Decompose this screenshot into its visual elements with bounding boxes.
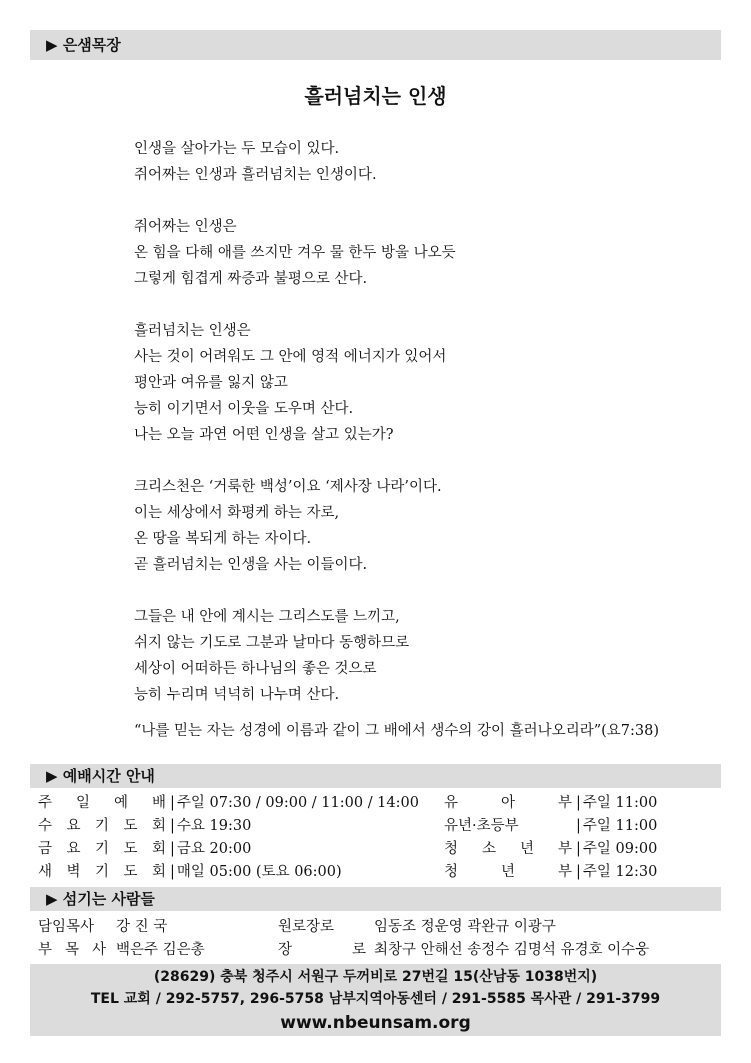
staff-role: 담임목사 (38, 919, 95, 935)
poem-line: 곧 흘러넘치는 인생을 사는 이들이다. (134, 557, 368, 573)
schedule-time: | 주일 12:30 (576, 864, 658, 880)
scripture-quote: “나를 믿는 자는 성경에 이름과 같이 그 배에서 생수의 강이 흘러나오리라”(요7:38) (134, 723, 659, 739)
schedule-label: 금 요 기 도 회 (38, 841, 166, 857)
schedule-time: | 주일 07:30 / 09:00 / 11:00 / 14:00 (170, 795, 419, 811)
poem-line: 그들은 내 안에 계시는 그리스도를 느끼고, (134, 609, 400, 625)
page-title: 흘러넘치는 인생 (304, 84, 447, 108)
staff-role: 부 목 사 (38, 942, 106, 958)
schedule-time: | 주일 09:00 (576, 841, 658, 857)
schedule-label: 청 소 년 부 (444, 841, 572, 857)
schedule-label: 수 요 기 도 회 (38, 818, 166, 834)
schedule-time: | 금요 20:00 (170, 841, 252, 857)
section-label: ▶ 섬기는 사람들 (46, 890, 155, 908)
church-phones: TEL 교회 / 292-5757, 296-5758 남부지역아동센터 / 291-5585 목사관 / 291-3799 (90, 991, 661, 1007)
section-label: ▶ 은샘목장 (46, 36, 121, 54)
poem-line: 사는 것이 어려워도 그 안에 영적 에너지가 있어서 (134, 349, 447, 365)
poem-line: 온 땅을 복되게 하는 자이다. (134, 531, 312, 547)
schedule-label: 청 년 부 (444, 864, 572, 880)
staff-role: 원로장로 (278, 919, 335, 935)
poem-line: 그렇게 힘겹게 짜증과 불평으로 산다. (134, 271, 368, 287)
schedule-time: | 수요 19:30 (170, 818, 252, 834)
staff-names: 임동조 정운영 곽완규 이광구 (374, 919, 556, 935)
staff-names: 강 진 국 (116, 919, 168, 935)
church-address: (28629) 충북 청주시 서원구 두꺼비로 27번길 15(산남동 1038번지) (153, 969, 598, 985)
poem-body (134, 136, 456, 708)
poem-line: 이는 세상에서 화평케 하는 자로, (134, 505, 340, 521)
poem-line: 세상이 어떠하든 하나님의 좋은 것으로 (134, 661, 377, 677)
poem-line: 나는 오늘 과연 어떤 인생을 살고 있는가? (134, 427, 394, 443)
poem-line: 쥐어짜는 인생은 (134, 219, 237, 235)
schedule-time: | 주일 11:00 (576, 795, 658, 811)
staff-names: 최창구 안해선 송정수 김명석 유경호 이수웅 (374, 942, 650, 958)
church-website-link[interactable]: www.nbeunsam.org (280, 1013, 471, 1033)
church-footer (30, 964, 721, 1036)
staff-names: 백은주 김은총 (116, 942, 205, 958)
schedule-time: | 주일 11:00 (576, 818, 658, 834)
poem-line: 쥐어짜는 인생과 흘러넘치는 인생이다. (134, 167, 377, 183)
poem-line: 흘러넘치는 인생은 (134, 323, 251, 339)
poem-line: 크리스천은 ‘거룩한 백성’이요 ‘제사장 나라’이다. (134, 479, 442, 495)
staff-role: 장 로 (278, 942, 366, 958)
poem-line: 쉬지 않는 기도로 그분과 날마다 동행하므로 (134, 635, 410, 651)
section-header-eunsam (30, 30, 721, 60)
section-label: ▶ 예배시간 안내 (46, 767, 155, 785)
section-header-staff (30, 887, 721, 911)
poem-line: 온 힘을 다해 애를 쓰지만 겨우 물 한두 방울 나오듯 (134, 245, 456, 261)
poem-line: 인생을 살아가는 두 모습이 있다. (134, 141, 340, 157)
schedule-label: 주 일 예 배 (38, 795, 166, 811)
poem-line: 능히 이기면서 이웃을 도우며 산다. (134, 401, 354, 417)
schedule-time: | 매일 05:00 (토요 06:00) (170, 864, 342, 880)
poem-line: 평안과 여유를 잃지 않고 (134, 375, 288, 391)
schedule-label: 유 아 부 (444, 795, 572, 811)
schedule-label: 새 벽 기 도 회 (38, 864, 166, 880)
poem-line: 능히 누리며 넉넉히 나누며 산다. (134, 687, 340, 703)
section-header-worship (30, 764, 721, 788)
schedule-label: 유년·초등부 (444, 818, 519, 834)
